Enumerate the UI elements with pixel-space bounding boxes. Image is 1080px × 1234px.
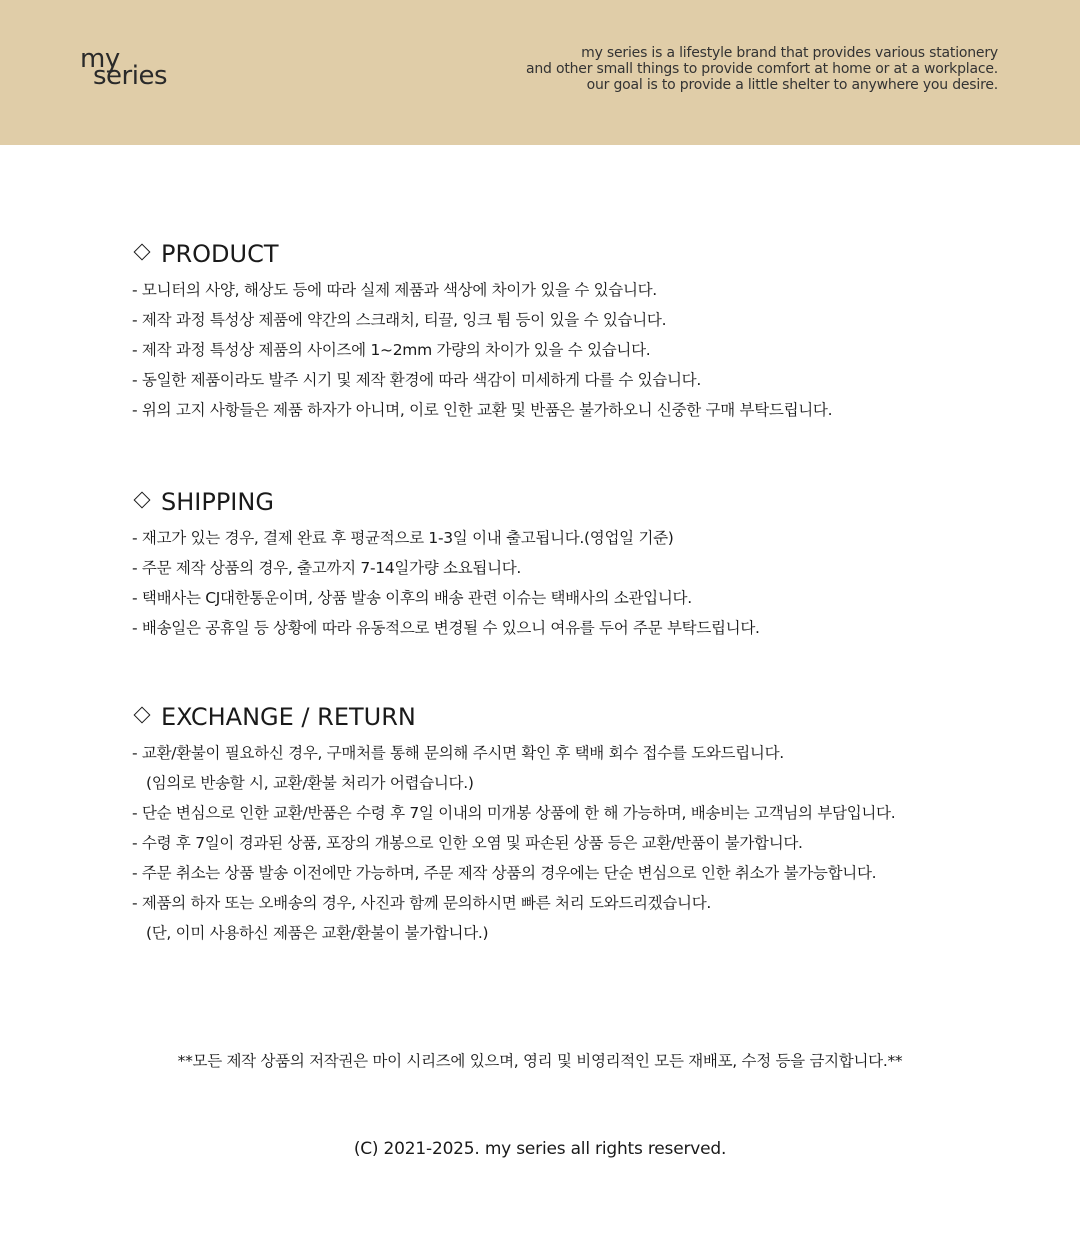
header-banner	[0, 0, 1080, 145]
exchange-notice-line: - 제품의 하자 또는 오배송의 경우, 사진과 함께 문의하시면 빠른 처리 도와드리겠습니다.	[132, 894, 712, 912]
shipping-notice-line: - 배송일은 공휴일 등 상황에 따라 유동적으로 변경될 수 있으니 여유를 두어 주문 부탁드립니다.	[132, 619, 760, 637]
shipping-notice-line: - 주문 제작 상품의 경우, 출고까지 7-14일가량 소요됩니다.	[132, 559, 522, 577]
product-notice-line: - 위의 고지 사항들은 제품 하자가 아니며, 이로 인한 교환 및 반품은 불가하오니 신중한 구매 부탁드립니다.	[132, 401, 833, 419]
tagline-line: and other small things to provide comfort at home or at a workplace.	[525, 61, 998, 77]
product-notice-line: - 제작 과정 특성상 제품의 사이즈에 1~2mm 가량의 차이가 있을 수 있습니다.	[132, 341, 651, 359]
exchange-notice-line: - 수령 후 7일이 경과된 상품, 포장의 개봉으로 인한 오염 및 파손된 상품 등은 교환/반품이 불가합니다.	[132, 834, 803, 852]
brand-tagline	[526, 45, 998, 93]
logo-line-series: series	[93, 61, 167, 91]
logo-line-my: my	[80, 44, 120, 74]
shipping-title: SHIPPING	[161, 488, 274, 516]
product-section	[132, 237, 1012, 425]
exchange-notice-subline: (임의로 반송할 시, 교환/환불 처리가 어렵습니다.)	[146, 774, 474, 792]
product-title: PRODUCT	[161, 240, 279, 268]
shipping-heading	[132, 485, 1012, 519]
diamond-icon	[134, 707, 151, 724]
exchange-notice-line: - 단순 변심으로 인한 교환/반품은 수령 후 7일 이내의 미개봉 상품에 한 해 가능하며, 배송비는 고객님의 부담입니다.	[132, 804, 896, 822]
shipping-section	[132, 485, 1012, 643]
product-notice-line: - 동일한 제품이라도 발주 시기 및 제작 환경에 따라 색감이 미세하게 다를 수 있습니다.	[132, 371, 701, 389]
diamond-icon	[134, 492, 151, 509]
exchange-title: EXCHANGE / RETURN	[161, 703, 416, 731]
brand-logo[interactable]	[80, 46, 167, 89]
exchange-heading	[132, 700, 1012, 734]
tagline-line: my series is a lifestyle brand that provides various stationery	[581, 45, 998, 61]
exchange-section	[132, 700, 1012, 948]
exchange-notice-line: - 교환/환불이 필요하신 경우, 구매처를 통해 문의해 주시면 확인 후 택배 회수 접수를 도와드립니다.	[132, 744, 784, 762]
product-heading	[132, 237, 1012, 271]
exchange-notice-subline: (단, 이미 사용하신 제품은 교환/환불이 불가합니다.)	[146, 924, 489, 942]
exchange-notice-line: - 주문 취소는 상품 발송 이전에만 가능하며, 주문 제작 상품의 경우에는 단순 변심으로 인한 취소가 불가능합니다.	[132, 864, 877, 882]
diamond-icon	[134, 244, 151, 261]
shipping-notice-line: - 택배사는 CJ대한통운이며, 상품 발송 이후의 배송 관련 이슈는 택배사의 소관입니다.	[132, 589, 692, 607]
product-notice-line: - 제작 과정 특성상 제품에 약간의 스크래치, 티끌, 잉크 튐 등이 있을 수 있습니다.	[132, 311, 667, 329]
copyright-notice: **모든 제작 상품의 저작권은 마이 시리즈에 있으며, 영리 및 비영리적인 모든 재배포, 수정 등을 금지합니다.**	[177, 1052, 903, 1070]
shipping-notice-line: - 재고가 있는 경우, 결제 완료 후 평균적으로 1-3일 이내 출고됩니다.(영업일 기준)	[132, 529, 674, 547]
product-notice-line: - 모니터의 사양, 해상도 등에 따라 실제 제품과 색상에 차이가 있을 수 있습니다.	[132, 281, 657, 299]
footer-copyright: (C) 2021-2025. my series all rights reserved.	[353, 1139, 727, 1159]
tagline-line: our goal is to provide a little shelter to anywhere you desire.	[586, 77, 998, 93]
